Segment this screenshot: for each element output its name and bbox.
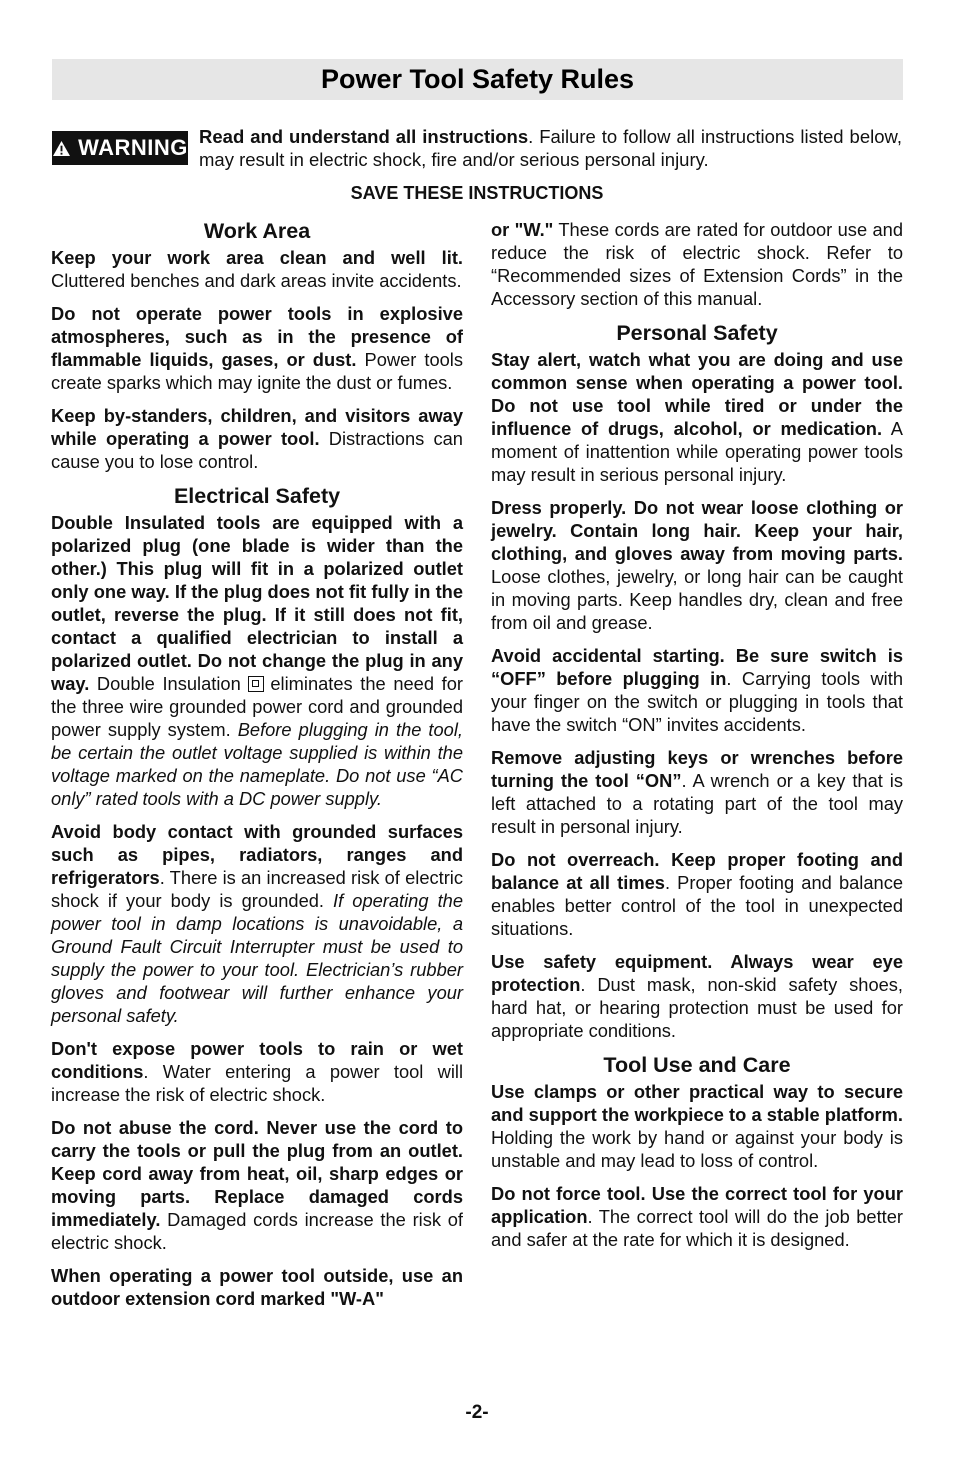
warning-label: WARNING	[78, 135, 188, 160]
rule-text: Loose clothes, jewelry, or long hair can be caught in moving parts. Keep handles dry, clean and free from oil and grease.	[491, 566, 903, 633]
paragraph	[491, 950, 903, 1042]
personal-safety-heading: Personal Safety	[616, 321, 778, 345]
paragraph	[51, 302, 463, 394]
paragraph	[51, 820, 463, 1027]
rule-bold: Avoid body contact with grounded surfaces such as pipes, radiators, ranges and refrigerators	[51, 821, 463, 888]
rule-bold: Do not operate power tools in explosive atmospheres, such as in the presence of flammable liquids, gases, or dust.	[51, 303, 463, 370]
electrical-safety-heading: Electrical Safety	[173, 484, 341, 508]
paragraph	[491, 746, 903, 838]
rule-bold: Remove adjusting keys or wrenches before turning the tool “ON”	[491, 747, 903, 791]
left-column	[51, 218, 463, 1320]
paragraph	[51, 1037, 463, 1106]
rule-text: . There is an increased risk of electric shock if your body is grounded.	[51, 867, 463, 911]
rule-bold: Keep your work area clean and well lit.	[51, 247, 463, 268]
rule-text: These cords are rated for outdoor use and reduce the risk of electric shock. Refer to “Recommended sizes of Extension Cords” in the Accessory section of this manual.	[491, 219, 903, 309]
title-bar	[52, 59, 903, 100]
double-insulation-icon	[248, 676, 264, 692]
rule-text: . Carrying tools with your finger on the switch or plugging in tools that have the switch “ON” invites accidents.	[491, 668, 903, 735]
rule-text: Double Insulation	[89, 673, 249, 694]
rule-text: . Dust mask, non-skid safety shoes, hard hat, or hearing protection must be used for appropriate conditions.	[491, 974, 903, 1041]
rule-text: . The correct tool will do the job better and safer at the rate for which it is designed.	[491, 1206, 903, 1250]
rule-bold: Don't expose power tools to rain or wet conditions	[51, 1038, 463, 1082]
paragraph	[491, 496, 903, 634]
rule-text: Power tools create sparks which may ignite the dust or fumes.	[51, 349, 463, 393]
paragraph	[51, 511, 463, 810]
rule-text: A moment of inattention while operating power tools may result in serious personal injury.	[491, 418, 903, 485]
paragraph	[491, 218, 903, 310]
rule-text: Damaged cords increase the risk of electric shock.	[51, 1209, 463, 1253]
rule-text: Holding the work by hand or against your body is unstable and may lead to loss of control.	[491, 1127, 903, 1171]
rule-italic: Before plugging in the tool, be certain the outlet voltage supplied is within the voltage marked on the nameplate. Do not use “AC only” rated tools with a DC power supply.	[51, 719, 463, 809]
rule-text: . Water entering a power tool will increase the risk of electric shock.	[51, 1061, 463, 1105]
rule-bold: Do not overreach. Keep proper footing and balance at all times	[491, 849, 903, 893]
paragraph	[51, 404, 463, 473]
rule-text: Distractions can cause you to lose control.	[51, 428, 463, 472]
rule-bold: Double Insulated tools are equipped with a polarized plug (one blade is wider than the other.) This plug will fit in a polarized outlet only one way. If the plug does not fit fully in the outlet, reverse the plug. If it still does not fit, contact a qualified electrician to install a polarized outlet. Do not change the plug in any way.	[51, 512, 463, 694]
work-area-heading: Work Area	[203, 219, 311, 243]
paragraph	[491, 848, 903, 940]
rule-bold: Keep by-standers, children, and visitors away while operating a power tool.	[51, 405, 463, 449]
paragraph	[51, 1116, 463, 1254]
paragraph	[51, 1264, 463, 1310]
save-instructions: SAVE THESE INSTRUCTIONS	[350, 183, 604, 203]
rule-bold: Stay alert, watch what you are doing and use common sense when operating a power tool. Do not use tool while tired or under the influence of drugs, alcohol, or medication.	[491, 349, 903, 439]
rule-text: Cluttered benches and dark areas invite accidents.	[51, 270, 462, 291]
warning-lead: Read and understand all instructions	[199, 126, 529, 147]
page-number: -2-	[465, 1402, 489, 1423]
rule-bold: Avoid accidental starting. Be sure switch is “OFF” before plugging in	[491, 645, 903, 689]
rule-bold: When operating a power tool outside, use an outdoor extension cord marked "W-A"	[51, 1265, 463, 1309]
warning-badge	[52, 131, 188, 165]
rule-text: eliminates the need for the three wire grounded power cord and grounded power supply system.	[51, 673, 463, 740]
rule-bold: Use clamps or other practical way to secure and support the workpiece to a stable platform.	[491, 1081, 903, 1125]
rule-bold: Do not force tool. Use the correct tool for your application	[491, 1183, 903, 1227]
paragraph	[491, 1182, 903, 1251]
rule-text: . A wrench or a key that is left attached to a rotating part of the tool may result in personal injury.	[491, 770, 904, 837]
paragraph	[51, 246, 463, 292]
paragraph	[491, 1080, 903, 1172]
tool-use-heading: Tool Use and Care	[603, 1053, 791, 1077]
rule-text: . Proper footing and balance enables better control of the tool in unexpected situations.	[491, 872, 903, 939]
warning-text	[199, 125, 902, 171]
rule-italic: If operating the power tool in damp locations is unavoidable, a Ground Fault Circuit Interrupter must be used to supply the power to your tool. Electrician’s rubber gloves and footwear will further enhance your personal safety.	[51, 890, 463, 1026]
warning-triangle-icon	[52, 140, 71, 157]
rule-bold: or "W."	[491, 219, 554, 240]
rule-bold: Dress properly. Do not wear loose clothing or jewelry. Contain long hair. Keep your hair, clothing, and gloves away from moving parts.	[491, 497, 903, 564]
rule-bold: Use safety equipment. Always wear eye protection	[491, 951, 903, 995]
paragraph	[491, 348, 903, 486]
warning-rest: . Failure to follow all instructions listed below, may result in electric shock, fire and/or serious personal injury.	[199, 126, 902, 170]
right-column	[491, 218, 903, 1261]
rule-bold: Do not abuse the cord. Never use the cord to carry the tools or pull the plug from an outlet. Keep cord away from heat, oil, sharp edges or moving parts. Replace damaged cords immediately.	[51, 1117, 463, 1230]
paragraph	[491, 644, 903, 736]
page-title: Power Tool Safety Rules	[320, 64, 635, 94]
